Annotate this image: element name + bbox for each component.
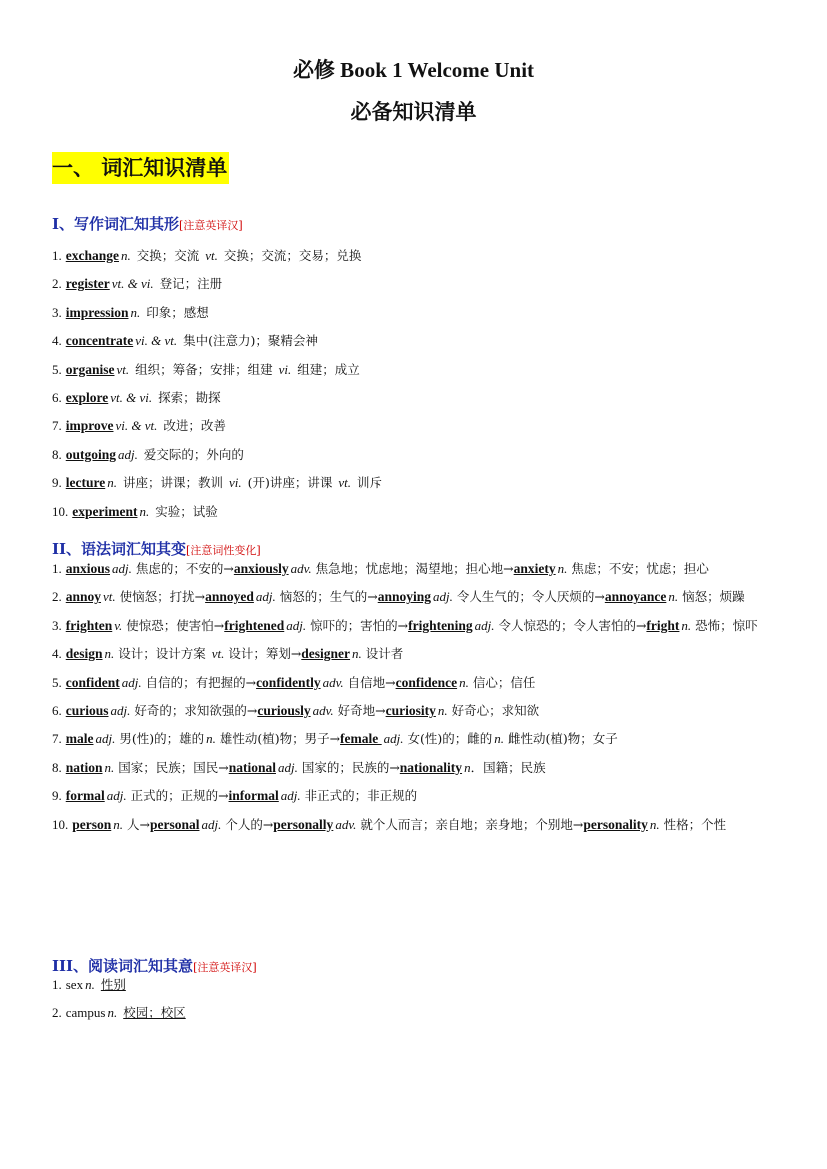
definition: 焦急地；忧虑地；渴望地；担心地→ [311,561,514,576]
vocab-word: confidently [256,674,321,690]
list-item [52,356,772,384]
part-of-speech: n. [459,674,469,690]
definition: 正式的；正规的→ [126,788,229,804]
part-of-speech: adj. [383,731,404,747]
item-number: 2. [52,589,62,605]
definition: 女(性)的；雌的 [403,731,493,747]
definition: 令人生气的；令人厌烦的→ [452,589,605,605]
part1-word-list [52,242,772,526]
part-of-speech: vt. [116,361,130,377]
definition: 组织；筹备；安排；组建 [135,361,273,377]
item-number: 7. [52,731,62,747]
definition: 探索；勘探 [158,390,221,406]
definition: 好奇心；求知欲 [447,703,540,719]
definition: 雄性动(植)物；男子→ [215,731,341,747]
list-item [52,971,772,999]
part-of-speech: n. [113,816,123,832]
part3-word-list [52,971,772,1028]
vocab-word: frighten [65,617,113,633]
list-item [52,754,772,782]
vocab-word: outgoing [65,446,116,462]
list-item [52,697,772,725]
part-of-speech: adj. [121,674,142,690]
part-of-speech: vi. & vt. [115,418,158,434]
definition: 令人惊恐的；令人害怕的→ [494,617,647,633]
definition: 男(性)的；雄的 [115,731,205,747]
definition: 校园；校区 [123,1005,186,1021]
list-item [52,327,772,355]
item-number: 5. [52,674,62,690]
part3-note: [注意英译汉] [193,961,257,974]
definition: 惊吓的；害怕的→ [306,617,409,633]
part-of-speech: adv. [312,703,334,719]
definition: 训斥 [357,475,383,491]
vocab-word: person [72,816,112,832]
definition: 自信的；有把握的→ [141,674,257,690]
list-item [52,469,772,497]
vocab-word: national [228,759,276,775]
list-item [52,498,772,526]
part-of-speech: vt. & vi. [110,390,153,406]
vocab-word: impression [65,304,129,320]
part-of-speech: adv. [322,674,344,690]
part2-word-list [52,555,772,839]
section-heading-vocabulary: 一、 词汇知识清单 [52,152,229,184]
part-of-speech: vt. [205,248,218,263]
part1-heading [52,213,243,234]
item-number: 8. [52,759,62,775]
part-of-speech: adj. [106,788,127,804]
part-of-speech: vt. [338,475,352,491]
part-of-speech: vi. & vt. [135,333,178,349]
definition: 国家；民族；国民→ [114,759,229,775]
definition: (开)讲座；讲课 [247,475,333,491]
vocab-word: anxious [65,561,111,576]
part-of-speech: n. [352,646,362,662]
vocab-word: personality [583,816,648,832]
item-number: 9. [52,788,62,804]
part-of-speech: n. [130,304,141,320]
definition: 恐怖；惊吓 [691,617,758,633]
definition: 交换；交流 [136,248,200,263]
vocab-word: register [65,276,110,292]
part-of-speech: adj. [474,617,495,633]
list-item [52,999,772,1027]
vocab-word: anxiously [233,561,289,576]
vocab-word: female [340,731,382,747]
item-number: 1. [52,977,62,992]
item-number: 10. [52,816,69,832]
vocab-word: nationality [399,759,463,775]
list-item [52,299,772,327]
vocab-word: personally [273,816,334,832]
list-item [52,583,772,611]
vocab-word: experiment [72,503,138,519]
part-of-speech: n. [206,731,216,747]
part-of-speech: vt. [211,646,225,662]
vocab-word: lecture [65,475,106,491]
definition: 个人的→ [221,816,274,832]
item-number: 1. [52,561,62,576]
part2-note: [注意词性变化] [186,544,261,557]
part-of-speech: n. [494,731,505,747]
part-of-speech: n. [437,703,448,719]
vocab-word: annoy [65,589,102,605]
vocab-word: designer [301,646,351,662]
item-number: 2. [52,1005,62,1021]
part-of-speech: vt. [103,589,116,605]
vocab-word: formal [65,788,105,804]
definition: 组建；成立 [297,361,360,377]
definition: 非正式的；非正规的 [300,788,418,804]
part-of-speech: n. [85,977,95,992]
definition: 焦虑；不安；忧虑；担心 [567,561,709,576]
vocab-word: personal [149,816,200,832]
vocab-word: frightened [224,617,285,633]
definition: 爱交际的；外向的 [143,446,244,462]
definition: 信心；信任 [468,674,536,690]
item-number: 3. [52,617,62,633]
definition: 登记；注册 [159,276,223,292]
definition: ．国籍；民族 [470,759,546,775]
list-item [52,640,772,668]
definition: 使恼怒；打扰→ [115,589,206,605]
part-of-speech: adj. [110,703,131,719]
definition: 集中(注意力)；聚精会神 [183,333,318,349]
part-of-speech: adj. [280,788,301,804]
definition: 好奇地→ [333,703,386,719]
definition: 焦虑的；不安的→ [131,561,234,576]
definition: 恼怒；烦躁 [678,589,745,605]
part-of-speech: n. [107,1005,118,1021]
definition: 雌性动(植)物；女子 [504,731,618,747]
list-item [52,612,772,640]
document-subtitle: 必备知识清单 [350,100,477,124]
part-of-speech: adv. [290,561,312,576]
part-of-speech: adj. [95,731,116,747]
vocab-word: annoying [377,589,431,605]
part-of-speech: adj. [433,589,453,605]
part-of-speech: vi. [228,475,242,491]
vocab-word: design [65,646,103,662]
part1-heading-text: I、写作词汇知其形 [52,215,180,233]
definition: 就个人而言；亲自地；亲身地；个别地→ [356,816,584,832]
part-of-speech: n. [107,475,117,491]
vocab-word: improve [65,418,114,434]
part-of-speech: n [464,759,471,775]
part-of-speech: adj. [112,561,132,576]
definition: 改进；改善 [163,418,226,434]
vocab-word: explore [65,390,109,406]
item-number: 6. [52,390,62,406]
definition: 设计；筹划→ [224,646,302,662]
vocab-word: male [65,731,94,747]
part-of-speech: n. [104,759,115,775]
item-number: 6. [52,703,62,719]
item-number: 2. [52,276,62,292]
vocab-word: informal [228,788,279,804]
item-number: 4. [52,646,62,662]
vocab-word: campus [65,1005,106,1021]
definition: 交换；交流；交易；兑换 [223,248,362,263]
definition: 性别 [100,977,126,992]
part-of-speech: n. [681,617,692,633]
part-of-speech: vi. [278,361,292,377]
list-item [52,384,772,412]
vocab-word: confident [65,674,120,690]
definition: 设计者 [361,646,404,662]
vocab-word: curiously [257,703,311,719]
item-number: 1. [52,248,62,263]
definition: 好奇的；求知欲强的→ [130,703,258,719]
definition: 实验；试验 [155,503,218,519]
list-item [52,811,772,839]
part-of-speech: n. [557,561,568,576]
definition: 自信地→ [343,674,396,690]
part-of-speech: n. [139,503,150,519]
vocab-word: confidence [395,674,458,690]
definition: 性格；个性 [659,816,727,832]
vocab-word: exchange [65,248,119,263]
list-item [52,441,772,469]
document-title: 必修 Book 1 Welcome Unit [292,58,535,82]
list-item [52,270,772,298]
definition: 印象；感想 [146,304,209,320]
vocab-word: concentrate [65,333,134,349]
item-number: 3. [52,304,62,320]
vocab-word: organise [65,361,115,377]
definition: 国家的；民族的→ [297,759,400,775]
vocab-word: curious [65,703,109,719]
part-of-speech: n. [668,589,679,605]
item-number: 10. [52,503,69,519]
part-of-speech: n. [120,248,131,263]
part-of-speech: n. [649,816,660,832]
list-item [52,782,772,810]
part-of-speech: adj. [201,816,222,832]
definition: 人→ [123,816,150,832]
vocab-word: frightening [408,617,473,633]
vocab-word: curiosity [385,703,436,719]
definition: 使惊恐；使害怕→ [122,617,225,633]
item-number: 8. [52,446,62,462]
part3-heading-text: III、阅读词汇知其意 [52,957,194,975]
part2-heading-text: II、语法词汇知其变 [52,540,187,558]
part-of-speech: vt. & vi. [111,276,154,292]
definition: 恼怒的；生气的→ [275,589,378,605]
part-of-speech: adj. [277,759,298,775]
item-number: 4. [52,333,62,349]
vocab-word: nation [65,759,103,775]
item-number: 5. [52,361,62,377]
vocab-word: sex [65,977,84,992]
part-of-speech: adj. [118,446,138,462]
list-item [52,669,772,697]
definition: 讲座；讲课；教训 [122,475,223,491]
item-number: 9. [52,475,62,491]
part-of-speech: adj. [255,589,276,605]
part-of-speech: adv. [335,816,357,832]
vocab-word: annoyance [604,589,667,605]
vocab-word: anxiety [513,561,556,576]
vocab-word: fright [646,617,680,633]
list-item [52,555,772,583]
list-item [52,412,772,440]
part1-note: [注意英译汉] [179,219,243,232]
part-of-speech: n. [104,646,115,662]
list-item [52,725,772,753]
part-of-speech: v. [114,617,123,633]
part-of-speech: adj. [286,617,307,633]
vocab-word: annoyed [205,589,254,605]
item-number: 7. [52,418,62,434]
definition: 设计；设计方案 [114,646,210,662]
list-item [52,242,772,270]
